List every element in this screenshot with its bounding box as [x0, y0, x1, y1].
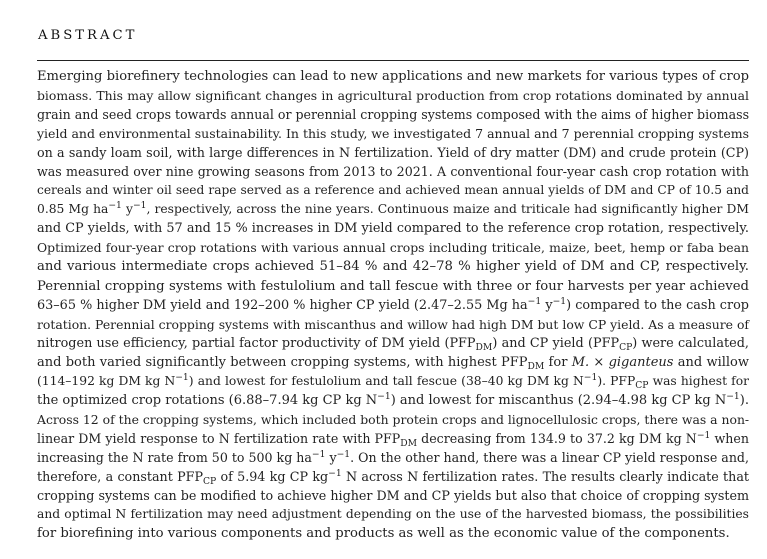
subscript: DM: [400, 437, 418, 449]
abstract-line: and CP yields, with 57 and 15 % increases in DM yield compared to the reference crop rotation, respectively.: [37, 221, 749, 237]
abstract-line: [37, 448, 749, 467]
species-name: M. × giganteus: [571, 354, 674, 370]
text-run: y: [325, 449, 337, 465]
text-run: and willow: [673, 354, 749, 370]
superscript: −1: [583, 371, 598, 383]
subscript: CP: [202, 475, 217, 487]
abstract-line: and various intermediate crops achieved 51–84 % and 42–78 % higher yield of DM and CP, respectively.: [37, 259, 749, 275]
text-run: ) and lowest for festulolium and tall fescue (38–40 kg DM kg N: [188, 373, 584, 388]
abstract-line: on a sandy loam soil, with large differences in N fertilization. Yield of dry matter (DM) and crude protein (CP): [37, 145, 749, 161]
text-run: ) were calculated,: [632, 335, 749, 351]
text-run: (114–192 kg DM kg N: [37, 373, 176, 388]
abstract-line: and optimal N fertilization may need adjustment depending on the use of the harvested biomass, the possibilities: [37, 507, 749, 522]
abstract-line: grain and seed crops towards annual or perennial cropping systems composed with the aims of higher biomass: [37, 107, 750, 123]
abstract-line: rotation. Perennial cropping systems with miscanthus and willow had high DM but low CP yield. As a measure of: [37, 316, 749, 332]
text-run: . On the other hand, there was a linear CP yield response and,: [350, 449, 749, 465]
text-run: , respectively, across the nine years. Continuous maize and triticale had significantly higher DM: [146, 202, 749, 217]
abstract-line: yield and environmental sustainability. In this study, we investigated 7 annual and 7 perennial cropping systems: [37, 126, 749, 142]
abstract-line: [37, 334, 749, 353]
text-run: 0.85 Mg ha: [37, 202, 109, 217]
abstract-line: [37, 200, 749, 219]
text-run: ) and CP yield (PFP: [492, 335, 620, 351]
superscript: −1: [527, 295, 542, 307]
text-run: was highest for: [648, 373, 749, 388]
text-run: decreasing from 134.9 to 37.2 kg DM kg N: [417, 430, 697, 446]
text-run: ). PFP: [597, 373, 636, 388]
superscript: −1: [132, 200, 147, 212]
superscript: −1: [311, 448, 326, 460]
subscript: DM: [475, 341, 493, 353]
subscript: CP: [619, 341, 633, 353]
text-run: linear DM yield response to N fertilization rate with PFP: [37, 430, 401, 446]
text-run: y: [121, 202, 133, 217]
text-run: of 5.94 kg CP kg: [216, 468, 329, 484]
superscript: −1: [336, 448, 351, 460]
abstract-line: cereals and winter oil seed rape served as a reference and achieved mean annual yields of DM and CP of 10.5 and: [37, 183, 749, 198]
text-run: 63–65 % higher DM yield and 192–200 % higher CP yield (2.47–2.55 Mg ha: [37, 297, 528, 313]
superscript: −1: [328, 467, 342, 479]
abstract-line: [37, 391, 749, 410]
abstract-line: [37, 467, 749, 486]
superscript: −1: [108, 200, 122, 212]
text-run: the optimized crop rotations (6.88–7.94 kg CP kg N: [37, 392, 378, 408]
abstract-line: for biorefining into various components and products as well as the economic value of the components.: [37, 526, 730, 542]
abstract-line: [37, 353, 749, 372]
abstract-line: was measured over nine growing seasons from 2013 to 2021. A conventional four-year cash crop rotation with: [37, 164, 749, 180]
abstract-line: cropping systems can be modified to achieve higher DM and CP yields but also that choice of cropping system: [37, 488, 749, 504]
subscript: CP: [635, 379, 649, 391]
superscript: −1: [175, 371, 189, 383]
text-run: ) and lowest for miscanthus (2.94–4.98 kg CP kg N: [390, 392, 727, 408]
abstract-line: biomass. This may allow significant changes in agricultural production from crop rotations dominated by annual: [37, 88, 749, 104]
text-run: therefore, a constant PFP: [37, 468, 203, 484]
abstract-line: Across 12 of the cropping systems, which included both protein crops and lignocellulosic crops, there was a non-: [37, 411, 750, 427]
abstract-heading: ABSTRACT: [38, 28, 138, 43]
abstract-body: [37, 67, 749, 543]
superscript: −1: [696, 429, 711, 441]
superscript: −1: [726, 390, 740, 402]
abstract-line: Optimized four-year crop rotations with various annual crops including triticale, maize, beet, hemp or faba bean: [37, 240, 749, 256]
abstract-line: Emerging biorefinery technologies can lead to new applications and new markets for various types of crop: [37, 69, 749, 84]
abstract-line: [37, 296, 749, 315]
subscript: DM: [527, 360, 545, 372]
heading-divider: [37, 60, 749, 61]
text-run: and both varied significantly between cropping systems, with highest PFP: [37, 354, 528, 370]
text-run: nitrogen use efficiency, partial factor productivity of DM yield (PFP: [37, 335, 476, 351]
abstract-line: [37, 429, 749, 448]
text-run: N across N fertilization rates. The results clearly indicate that: [341, 468, 749, 484]
text-run: y: [541, 297, 553, 313]
text-run: for: [544, 354, 572, 370]
text-run: ) compared to the cash crop: [566, 297, 749, 313]
text-run: when: [710, 430, 749, 446]
text-run: ).: [739, 392, 749, 408]
abstract-line: [37, 372, 749, 391]
superscript: −1: [377, 390, 391, 402]
abstract-line: Perennial cropping systems with festulolium and tall fescue with three or four harvests per year achieved: [37, 278, 749, 294]
text-run: increasing the N rate from 50 to 500 kg ha: [37, 449, 312, 465]
superscript: −1: [552, 295, 567, 307]
